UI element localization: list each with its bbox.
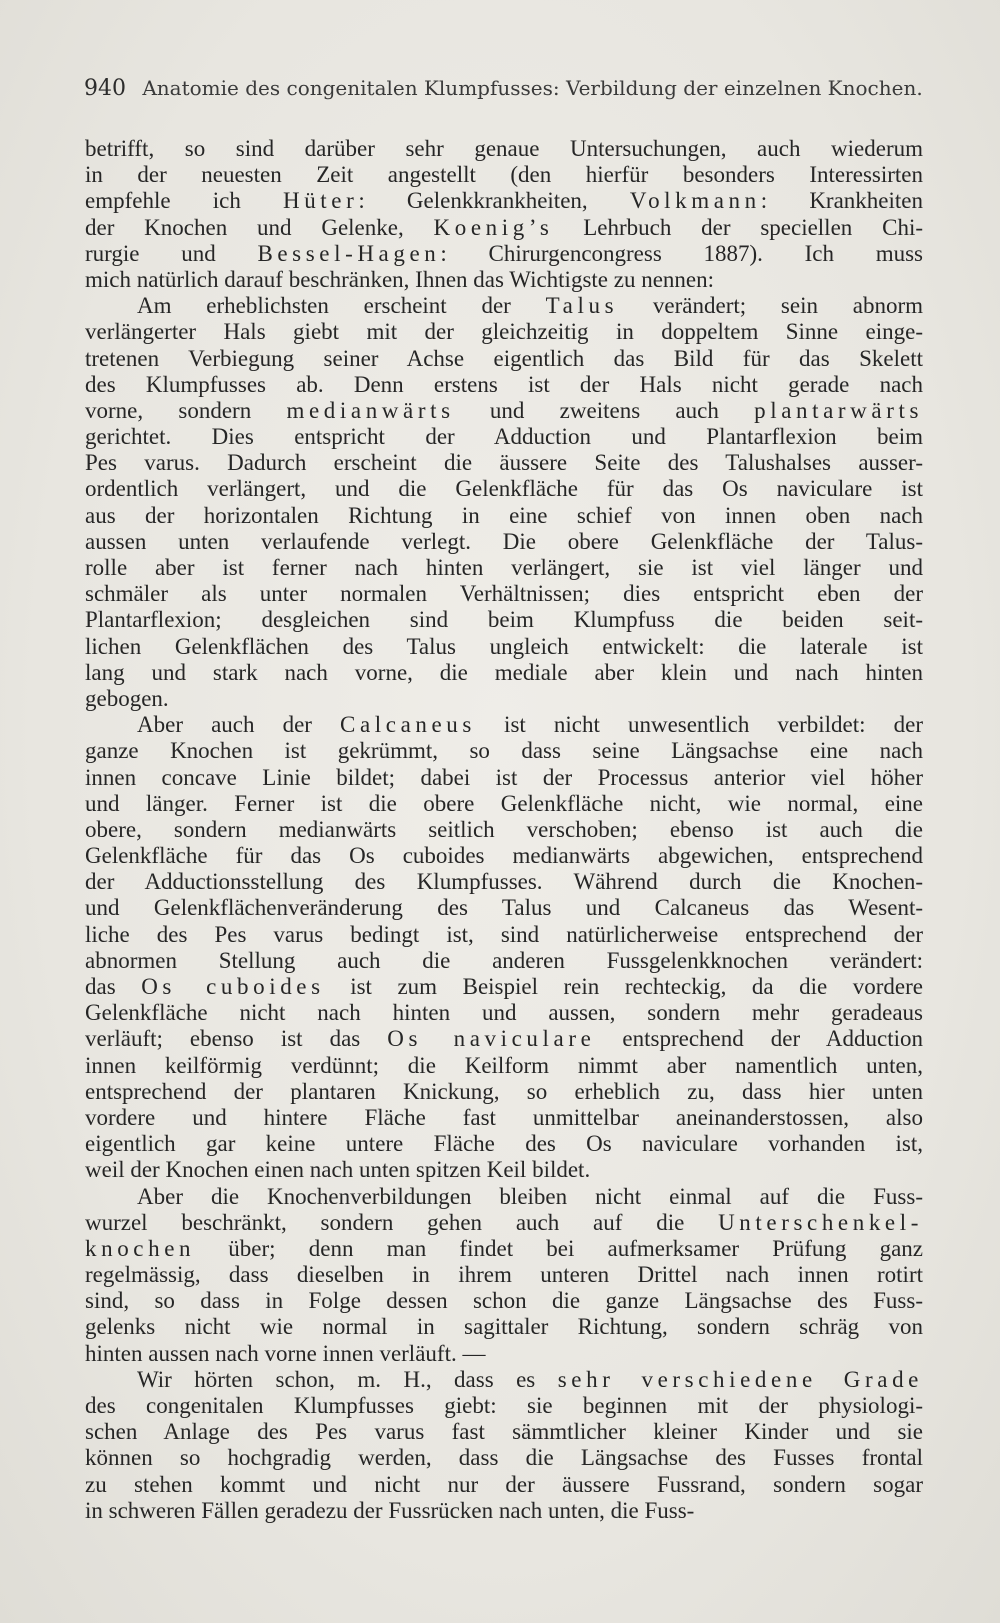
text-line xyxy=(85,372,923,398)
text-run: in der neuesten Zeit angestellt (den hierfür besonders Interessirten xyxy=(85,162,923,188)
text-run: und Gelenkflächenveränderung des Talus und Calcaneus das Wesent- xyxy=(85,895,923,921)
text-line xyxy=(85,529,923,555)
text-line xyxy=(85,1131,923,1157)
text-line xyxy=(85,1498,923,1524)
body-text xyxy=(85,136,923,1524)
spaced-emphasis: Talus xyxy=(545,293,619,319)
text-line xyxy=(85,319,923,345)
text-run: der Adductionsstellung des Klumpfusses. Während durch die Knochen- xyxy=(85,869,923,895)
text-run: Lehrbuch der speciellen Chi- xyxy=(553,214,923,240)
text-line xyxy=(85,267,923,293)
spaced-emphasis: plantarwärts xyxy=(754,397,923,423)
text-line xyxy=(85,712,923,738)
text-line xyxy=(85,555,923,581)
text-line xyxy=(85,843,923,869)
text-line xyxy=(85,293,923,319)
text-line xyxy=(85,503,923,529)
text-line xyxy=(85,869,923,895)
spaced-emphasis: Bessel-Hagen xyxy=(257,240,441,266)
spaced-emphasis: Os cuboides xyxy=(141,974,325,999)
text-line xyxy=(85,1000,923,1026)
text-run: das xyxy=(85,974,142,999)
text-run: sind, so dass in Folge dessen schon die ganze Längsachse des Fuss- xyxy=(85,1288,923,1314)
text-run: hinten aussen nach vorne innen verläuft. — xyxy=(85,1340,486,1366)
text-line xyxy=(85,922,923,948)
text-line xyxy=(85,660,923,686)
spaced-emphasis: sehr verschiedene Grade xyxy=(557,1366,923,1392)
text-run: Gelenkfläche nicht nach hinten und aussen, sondern mehr geradeaus xyxy=(85,1000,923,1026)
text-line xyxy=(85,1445,923,1471)
text-line xyxy=(85,765,923,791)
text-run: gelenks nicht wie normal in sagittaler Richtung, sondern schräg von xyxy=(85,1314,923,1340)
text-run: verändert; sein abnorm xyxy=(618,293,923,319)
text-run: schmäler als unter normalen Verhältnissen; dies entspricht eben der xyxy=(85,581,923,607)
text-run: : Chirurgencongress 1887). Ich muss xyxy=(440,240,923,266)
text-run: betrifft, so sind darüber sehr genaue Untersuchungen, auch wiederum xyxy=(85,136,923,161)
text-run: verlängerter Hals giebt mit der gleichzeitig in doppeltem Sinne einge- xyxy=(85,319,923,345)
text-line xyxy=(85,1341,923,1367)
text-line xyxy=(85,398,923,424)
text-line xyxy=(85,1053,923,1079)
text-run: Am erheblichsten erscheint der xyxy=(137,293,546,319)
text-line xyxy=(85,346,923,372)
spaced-emphasis: medianwärts xyxy=(286,397,455,423)
text-line xyxy=(85,948,923,974)
text-line xyxy=(85,1210,923,1236)
text-run: und länger. Ferner ist die obere Gelenkfläche nicht, wie normal, eine xyxy=(85,790,923,816)
text-run: : Gelenkkrankheiten, xyxy=(358,188,630,214)
text-run: entsprechend der Adduction xyxy=(595,1026,923,1052)
text-line xyxy=(85,1367,923,1393)
text-line xyxy=(85,241,923,267)
text-run: aussen unten verlaufende verlegt. Die obere Gelenkfläche der Talus- xyxy=(85,528,923,554)
text-line xyxy=(85,1288,923,1314)
text-run: entsprechend der plantaren Knickung, so erheblich zu, dass hier unten xyxy=(85,1078,923,1104)
text-run: empfehle ich xyxy=(85,188,283,214)
text-run: liche des Pes varus bedingt ist, sind natürlicherweise entsprechend der xyxy=(85,921,923,947)
text-run: und zweitens auch xyxy=(454,397,755,423)
text-run: ist zum Beispiel rein rechteckig, da die vordere xyxy=(324,974,923,999)
text-run: der Knochen und Gelenke, xyxy=(85,214,434,240)
text-run: vordere und hintere Fläche fast unmittelbar aneinanderstossen, also xyxy=(85,1104,923,1130)
text-run: lichen Gelenkflächen des Talus ungleich entwickelt: die laterale ist xyxy=(85,633,923,659)
text-run: Pes varus. Dadurch erscheint die äussere Seite des Talushalses ausser- xyxy=(85,450,923,476)
text-run: tretenen Verbiegung seiner Achse eigentlich das Bild für das Skelett xyxy=(85,345,923,371)
text-line xyxy=(85,791,923,817)
text-run: in schweren Fällen geradezu der Fussrücken nach unten, die Fuss- xyxy=(85,1497,695,1523)
text-line xyxy=(85,607,923,633)
text-line xyxy=(85,974,923,1000)
running-title: Anatomie des congenitalen Klumpfusses: Verbildung der einzelnen Knochen. xyxy=(142,76,923,100)
text-run: Aber die Knochenverbildungen bleiben nicht einmal auf die Fuss- xyxy=(137,1183,923,1209)
text-run: : Krankheiten xyxy=(760,188,923,214)
text-line xyxy=(85,450,923,476)
text-run: gerichtet. Dies entspricht der Adduction und Plantarflexion beim xyxy=(85,424,923,450)
text-run: Aber auch der xyxy=(137,712,341,738)
running-header xyxy=(84,76,924,101)
text-run: vorne, sondern xyxy=(85,397,287,423)
text-run: mich natürlich darauf beschränken, Ihnen das Wichtigste zu nennen: xyxy=(85,266,715,292)
text-line xyxy=(85,1393,923,1419)
spaced-emphasis: Koenig’s xyxy=(433,214,554,240)
text-run: des congenitalen Klumpfusses giebt: sie beginnen mit der physiologi- xyxy=(85,1393,923,1418)
text-run: abnormen Stellung auch die anderen Fussgelenkknochen verändert: xyxy=(85,947,923,973)
text-line xyxy=(85,1184,923,1210)
text-run: Plantarflexion; desgleichen sind beim Klumpfuss die beiden seit- xyxy=(85,607,923,633)
text-run: obere, sondern medianwärts seitlich verschoben; ebenso ist auch die xyxy=(85,816,923,842)
text-line xyxy=(85,634,923,660)
text-line xyxy=(85,817,923,843)
text-line xyxy=(85,895,923,921)
text-run: weil der Knochen einen nach unten spitzen Keil bildet. xyxy=(85,1157,591,1183)
text-run: Wir hörten schon, m. H., dass es xyxy=(137,1366,558,1392)
text-run: rurgie und xyxy=(85,240,258,266)
text-line xyxy=(85,136,923,162)
text-run: des Klumpfusses ab. Denn erstens ist der Hals nicht gerade nach xyxy=(85,371,923,397)
spaced-emphasis: Volkmann xyxy=(629,188,761,214)
spaced-emphasis: Calcaneus xyxy=(340,712,476,738)
text-line xyxy=(85,686,923,712)
text-line xyxy=(85,1105,923,1131)
text-run: regelmässig, dass dieselben in ihrem unteren Drittel nach innen rotirt xyxy=(85,1262,923,1288)
text-line xyxy=(85,162,923,188)
spaced-emphasis: Hüter xyxy=(283,188,359,214)
text-line xyxy=(85,1079,923,1105)
text-run: innen concave Linie bildet; dabei ist der Processus anterior viel höher xyxy=(85,764,923,790)
text-line xyxy=(85,1236,923,1262)
page-number: 940 xyxy=(84,76,126,101)
text-line xyxy=(85,188,923,214)
text-run: wurzel beschränkt, sondern gehen auch auf die xyxy=(85,1209,719,1235)
text-run: innen keilförmig verdünnt; die Keilform nimmt aber namentlich unten, xyxy=(85,1052,923,1078)
text-run: zu stehen kommt und nicht nur der äussere Fussrand, sondern sogar xyxy=(85,1471,923,1497)
text-line xyxy=(85,424,923,450)
spaced-emphasis: knochen xyxy=(85,1235,196,1261)
text-line xyxy=(85,581,923,607)
text-line xyxy=(85,1419,923,1445)
text-line xyxy=(85,476,923,502)
text-run: verläuft; ebenso ist das xyxy=(85,1026,388,1052)
text-line xyxy=(85,1026,923,1052)
text-run: ordentlich verlängert, und die Gelenkfläche für das Os naviculare ist xyxy=(85,476,923,502)
text-run: können so hochgradig werden, dass die Längsachse des Fusses frontal xyxy=(85,1445,923,1471)
text-line xyxy=(85,1157,923,1183)
text-run: aus der horizontalen Richtung in eine schief von innen oben nach xyxy=(85,502,923,528)
text-line xyxy=(85,1314,923,1340)
text-line xyxy=(85,1262,923,1288)
text-line xyxy=(85,738,923,764)
text-run: eigentlich gar keine untere Fläche des Os naviculare vorhanden ist, xyxy=(85,1131,923,1157)
text-run: ist nicht unwesentlich verbildet: der xyxy=(475,712,923,738)
text-run: lang und stark nach vorne, die mediale aber klein und nach hinten xyxy=(85,659,923,685)
text-line xyxy=(85,215,923,241)
spaced-emphasis: Os naviculare xyxy=(387,1026,596,1052)
text-run: ganze Knochen ist gekrümmt, so dass seine Längsachse eine nach xyxy=(85,738,923,764)
text-run: Gelenkfläche für das Os cuboides medianwärts abgewichen, entsprechend xyxy=(85,843,923,869)
text-run: gebogen. xyxy=(85,685,169,711)
text-run: rolle aber ist ferner nach hinten verlängert, sie ist viel länger und xyxy=(85,555,923,580)
text-run: schen Anlage des Pes varus fast sämmtlicher kleiner Kinder und sie xyxy=(85,1419,923,1445)
text-line xyxy=(85,1472,923,1498)
text-run: über; denn man findet bei aufmerksamer Prüfung ganz xyxy=(195,1235,923,1261)
spaced-emphasis: Unterschenkel- xyxy=(718,1209,923,1235)
